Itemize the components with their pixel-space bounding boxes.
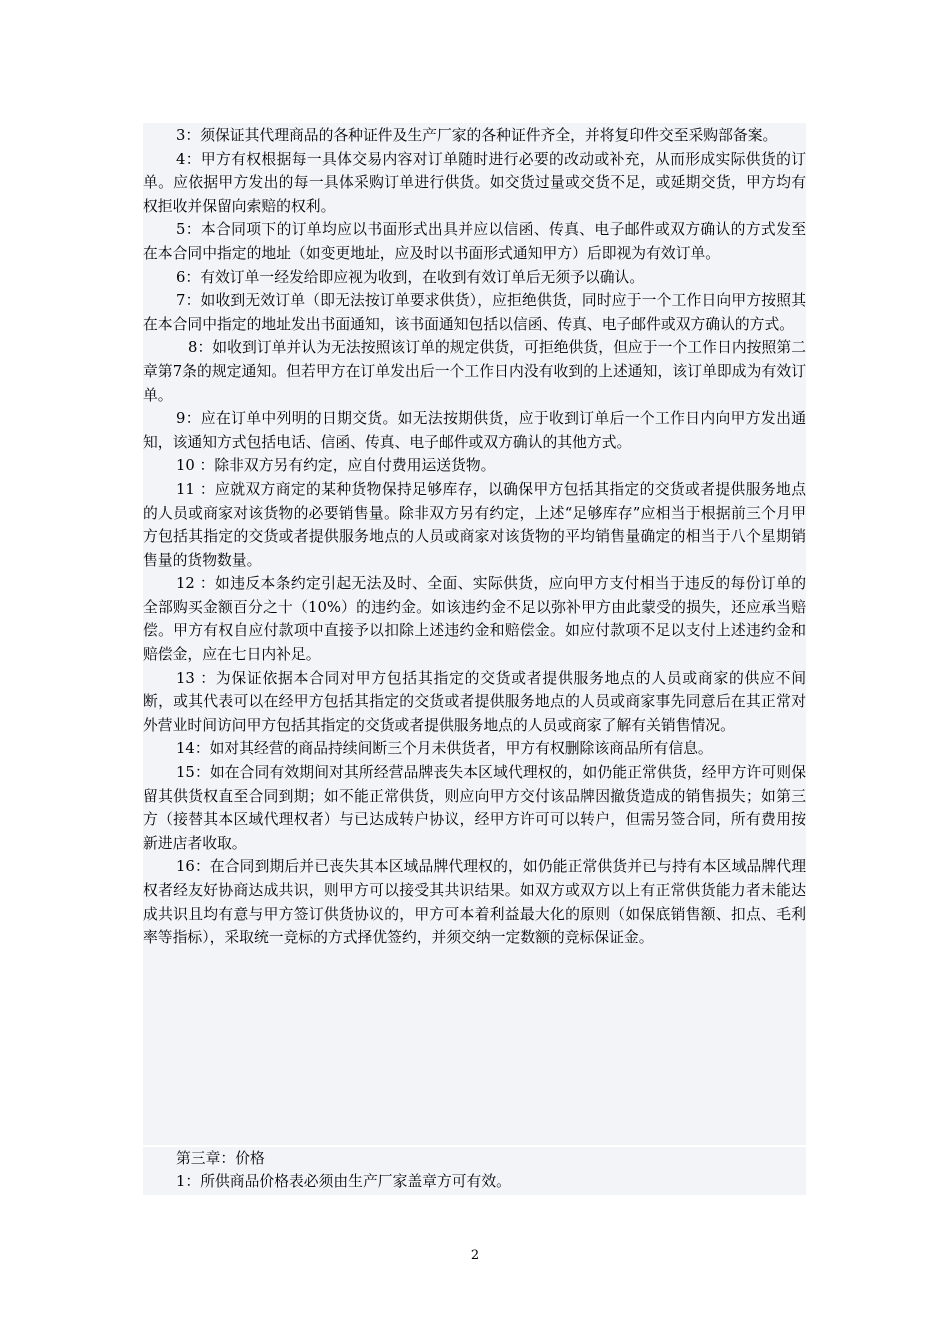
clause-12: 12 ：如违反本条约定引起无法及时、全面、实际供货，应向甲方支付相当于违反的每份订单的全部购买金额百分之十（10%）的违约金。如该违约金不足以弥补甲方由此蒙受的损失，还应承当赔偿。甲方有权自应付款项中直接予以扣除上述违约金和赔偿金。如应付款项不足以支付上述违约金和赔偿金，应在七日内补足。 [143, 575, 806, 664]
clause-13: 13 ：为保证依据本合同对甲方包括其指定的交货或者提供服务地点的人员或商家的供应不间断，或其代表可以在经甲方包括其指定的交货或者提供服务地点的人员或商家事先同意后在其正常对外营业时间访问甲方包括其指定的交货或者提供服务地点的人员或商家了解有关销售情况。 [143, 669, 806, 734]
clause-16: 16：在合同到期后并已丧失其本区域品牌代理权的，如仍能正常供货并已与持有本区域品牌代理权者经友好协商达成共识，则甲方可以接受其共识结果。如双方或双方以上有正常供货能力者未能达成共识且均有意与甲方签订供货协议的，甲方可本着利益最大化的原则（如保底销售额、扣点、毛利率等指标），采取统一竞标的方式择优签约，并须交纳一定数额的竞标保证金。 [143, 858, 806, 947]
clause-7: 7：如收到无效订单（即无法按订单要求供货），应拒绝供货，同时应于一个工作日向甲方按照其在本合同中指定的地址发出书面通知，该书面通知包括以信函、传真、电子邮件或双方确认的方式。 [143, 292, 806, 333]
clause-11: 11 ：应就双方商定的某种货物保持足够库存，以确保甲方包括其指定的交货或者提供服务地点的人员或商家对该货物的必要销售量。除非双方另有约定，上述“足够库存”应相当于根据前三个月甲方包括其指定的交货或者提供服务地点的人员或商家对该货物的平均销售量确定的相当于八个星期销售量的货物数量。 [143, 480, 806, 569]
clause-8: 8：如收到订单并认为无法按照该订单的规定供货，可拒绝供货，但应于一个工作日内按照第二章第7条的规定通知。但若甲方在订单发出后一个工作日内没有收到的上述通知，该订单即成为有效订单。 [143, 339, 806, 404]
clause-4: 4：甲方有权根据每一具体交易内容对订单随时进行必要的改动或补充，从而形成实际供货的订单。应依据甲方发出的每一具体采购订单进行供货。如交货过量或交货不足，或延期交货，甲方均有权拒收并保留向索赔的权利。 [143, 150, 806, 215]
chapter-heading: 第三章：价格 [176, 1150, 265, 1167]
clause-list [143, 124, 806, 950]
clause-10: 10 ：除非双方另有约定，应自付费用运送货物。 [176, 457, 496, 475]
chapter-clause-1: 1：所供商品价格表必须由生产厂家盖章方可有效。 [176, 1173, 511, 1190]
clause-9: 9：应在订单中列明的日期交货。如无法按期供货，应于收到订单后一个工作日内向甲方发出通知，该通知方式包括电话、信函、传真、电子邮件或双方确认的其他方式。 [143, 410, 806, 451]
clause-5: 5：本合同项下的订单均应以书面形式出具并应以信函、传真、电子邮件或双方确认的方式发至在本合同中指定的地址（如变更地址，应及时以书面形式通知甲方）后即视为有效订单。 [143, 221, 806, 262]
clause-3: 3：须保证其代理商品的各种证件及生产厂家的各种证件齐全，并将复印件交至采购部备案。 [176, 127, 778, 144]
page-number: 2 [470, 1248, 480, 1263]
clause-6: 6：有效订单一经发给即应视为收到，在收到有效订单后无须予以确认。 [176, 268, 645, 286]
clause-15: 15：如在合同有效期间对其所经营品牌丧失本区域代理权的，如仍能正常供货，经甲方许可则保留其供货权直至合同到期；如不能正常供货，则应向甲方交付该品牌因撤货造成的销售损失；如第三方（接替其本区域代理权者）与已达成转户协议，经甲方许可可以转户，但需另签合同，所有费用按新进店者收取。 [143, 764, 806, 852]
clause-14: 14：如对其经营的商品持续间断三个月未供货者，甲方有权删除该商品所有信息。 [176, 740, 713, 758]
